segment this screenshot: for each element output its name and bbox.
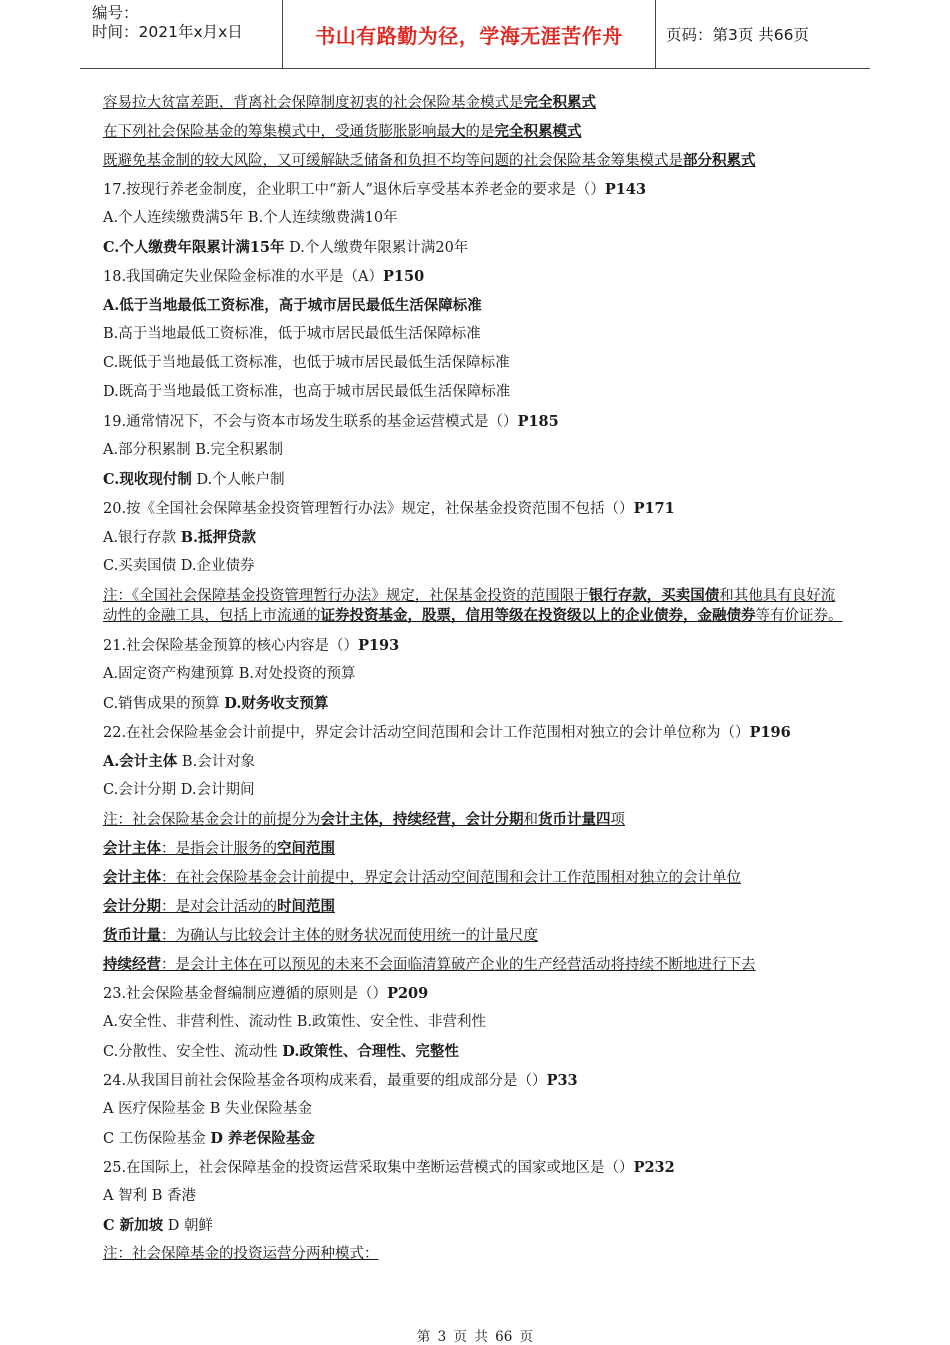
text-line	[103, 1211, 843, 1240]
text-run: D.个人缴费年限累计满20年	[284, 240, 469, 256]
text-run: C.买卖国债 D.企业债券	[103, 558, 255, 574]
bold-text: P143	[604, 181, 647, 198]
text-run: A.部分积累制 B.完全积累制	[103, 442, 283, 458]
number-label: 编号：	[92, 4, 139, 22]
text-run: A 智利 B 香港	[103, 1188, 196, 1204]
bold-text: P209	[387, 985, 429, 1002]
text-line	[103, 921, 843, 950]
bold-text: A.会计主体	[103, 753, 178, 770]
text-run: A.个人连续缴费满5年 B.个人连续缴费满10年	[103, 210, 398, 226]
bold-text: B.抵押贷款	[180, 529, 257, 546]
bold-text: 完全积累模式	[494, 123, 582, 140]
header-motto-cell	[283, 0, 656, 68]
bold-text: 空间范围	[277, 840, 335, 857]
text-line	[103, 1066, 843, 1095]
question-block-17-20	[103, 88, 843, 581]
text-run: C.会计分期 D.会计期间	[103, 782, 255, 798]
text-line	[103, 718, 843, 747]
text-run: D 朝鲜	[163, 1218, 213, 1234]
text-run: A 医疗保险基金 B 失业保险基金	[103, 1101, 312, 1117]
text-line	[103, 233, 843, 262]
text-run: 21.社会保险基金预算的核心内容是（）	[103, 638, 359, 654]
text-line	[103, 1037, 843, 1066]
text-line	[103, 1240, 843, 1269]
text-run: C 工伤保险基金	[103, 1131, 211, 1147]
text-line	[103, 863, 843, 892]
motto: 书山有路勤为径，学海无涯苦作舟	[315, 23, 623, 48]
text-line	[103, 631, 843, 660]
text-line	[103, 407, 843, 436]
text-run: A.安全性、非营利性、流动性 B.政策性、安全性、非营利性	[103, 1014, 486, 1030]
text-run: 注：社会保障基金的投资运营分两种模式：	[103, 1246, 379, 1262]
text-run: C.既低于当地最低工资标准，也低于城市居民最低生活保障标准	[103, 355, 510, 371]
text-run: D.既高于当地最低工资标准，也高于城市居民最低生活保障标准	[103, 384, 511, 400]
bold-text: 时间范围	[277, 898, 335, 915]
text-line	[103, 1153, 843, 1182]
text-run: ：是指会计服务的	[161, 841, 277, 857]
text-run: D.个人帐户制	[191, 472, 285, 488]
bold-text: A.低于当地最低工资标准，高于城市居民最低生活保障标准	[103, 297, 482, 314]
page-footer: 第 3 页 共 66 页	[416, 1329, 534, 1345]
text-line	[103, 892, 843, 921]
text-line	[103, 523, 843, 552]
bold-text: P171	[633, 500, 675, 517]
bold-text: 持续经营	[103, 956, 161, 973]
bold-text: 货币计量四	[538, 811, 611, 828]
bold-text: C.个人缴费年限累计满15年	[103, 239, 285, 256]
bold-text: 大	[451, 123, 466, 140]
bold-text: 会计分期	[103, 898, 161, 915]
text-run: ：为确认与比较会计主体的财务状况而使用统一的计量尺度	[161, 928, 538, 944]
bold-text: 货币计量	[103, 927, 161, 944]
note-paragraph	[103, 581, 843, 631]
bold-text: 银行存款，买卖国债	[588, 587, 720, 604]
text-line	[103, 1182, 843, 1211]
text-line	[103, 262, 843, 291]
text-line	[103, 747, 843, 776]
text-run: 17.按现行养老金制度，企业职工中“新人”退休后享受基本养老金的要求是（）	[103, 182, 605, 198]
text-run: B.高于当地最低工资标准，低于城市居民最低生活保障标准	[103, 326, 481, 342]
header-meta	[80, 0, 283, 68]
text-line	[103, 1095, 843, 1124]
text-line	[103, 1008, 843, 1037]
text-run: 项	[610, 812, 625, 828]
text-run: 容易拉大贫富差距，背离社会保障制度初衷的社会保险基金模式是	[103, 95, 524, 111]
text-line	[103, 805, 843, 834]
text-line	[103, 1124, 843, 1153]
text-line	[103, 834, 843, 863]
text-run: B.会计对象	[177, 754, 256, 770]
text-line	[103, 465, 843, 494]
text-run: ：是对会计活动的	[161, 899, 277, 915]
bold-text: D.政策性、合理性、完整性	[282, 1043, 459, 1060]
page-header	[80, 0, 870, 69]
document-body	[103, 88, 843, 1269]
text-run: 的是	[465, 124, 495, 140]
text-line	[103, 146, 843, 175]
text-line	[103, 378, 843, 407]
bold-text: P193	[358, 637, 400, 654]
bold-text: 完全积累式	[523, 94, 596, 111]
text-run: 在下列社会保险基金的筹集模式中，受通货膨胀影响最	[103, 124, 451, 140]
text-run: A.固定资产构建预算 B.对处投资的预算	[103, 666, 356, 682]
text-line	[103, 950, 843, 979]
text-line	[103, 552, 843, 581]
text-line	[103, 117, 843, 146]
text-line	[103, 88, 843, 117]
text-run: 注：社会保险基金会计的前提分为	[103, 812, 321, 828]
bold-text: D 养老保险基金	[210, 1130, 315, 1147]
text-run: 25.在国际上，社会保障基金的投资运营采取集中垄断运营模式的国家或地区是（）	[103, 1160, 634, 1176]
bold-text: P185	[517, 413, 559, 430]
bold-text: 会计主体，持续经营，会计分期	[320, 811, 524, 828]
text-run: 和	[523, 812, 538, 828]
text-line	[103, 689, 843, 718]
text-line	[103, 175, 843, 204]
text-run: C.销售成果的预算	[103, 696, 225, 712]
time-label: 时间：2021年x月x日	[92, 23, 243, 41]
text-run: 18.我国确定失业保险金标准的水平是（A）	[103, 269, 384, 285]
bold-text: 证券投资基金，股票，信用等级在投资级以上的企业债券，金融债券	[320, 607, 756, 624]
text-line	[103, 204, 843, 233]
question-block-21-25	[103, 631, 843, 1269]
text-run: A.银行存款	[103, 530, 181, 546]
text-line	[103, 979, 843, 1008]
text-line	[103, 494, 843, 523]
bold-text: P33	[546, 1072, 578, 1089]
bold-text: 会计主体	[103, 869, 161, 886]
text-run: 和其他具有良好流动性的金融工具，包括上市流通的	[103, 588, 836, 624]
bold-text: P196	[749, 724, 791, 741]
text-line	[103, 320, 843, 349]
text-line	[103, 291, 843, 320]
text-line	[103, 436, 843, 465]
bold-text: P232	[633, 1159, 675, 1176]
text-run: 等有价证券。	[755, 608, 843, 624]
header-page-cell	[656, 0, 870, 68]
bold-text: D.财务收支预算	[224, 695, 329, 712]
bold-text: 部分积累式	[683, 152, 756, 169]
text-run: 注：《全国社会保障基金投资管理暂行办法》规定，社保基金投资的范围限于	[103, 588, 589, 604]
text-run: 20.按《全国社会保障基金投资管理暂行办法》规定，社保基金投资范围不包括（）	[103, 501, 634, 517]
text-run: 24.从我国目前社会保险基金各项构成来看，最重要的组成部分是（）	[103, 1073, 547, 1089]
text-run: 19.通常情况下，不会与资本市场发生联系的基金运营模式是（）	[103, 414, 518, 430]
text-run: ：是会计主体在可以预见的未来不会面临清算破产企业的生产经营活动将持续不断地进行下去	[161, 957, 756, 973]
bold-text: 会计主体	[103, 840, 161, 857]
bold-text: P150	[383, 268, 425, 285]
text-run: ：在社会保险基金会计前提中，界定会计活动空间范围和会计工作范围相对独立的会计单位	[161, 870, 741, 886]
text-run: 既避免基金制的较大风险，又可缓解缺乏储备和负担不均等问题的社会保险基金筹集模式是	[103, 153, 683, 169]
text-run: 23.社会保险基金督编制应遵循的原则是（）	[103, 986, 388, 1002]
bold-text: C.现收现付制	[103, 471, 192, 488]
page-label: 页码：第3页 共66页	[666, 26, 810, 44]
text-run: 22.在社会保险基金会计前提中，界定会计活动空间范围和会计工作范围相对独立的会计单位称为（）	[103, 725, 750, 741]
text-line	[103, 349, 843, 378]
bold-text: C 新加坡	[103, 1217, 164, 1234]
text-run: C.分散性、安全性、流动性	[103, 1044, 283, 1060]
text-line	[103, 660, 843, 689]
text-line	[103, 776, 843, 805]
